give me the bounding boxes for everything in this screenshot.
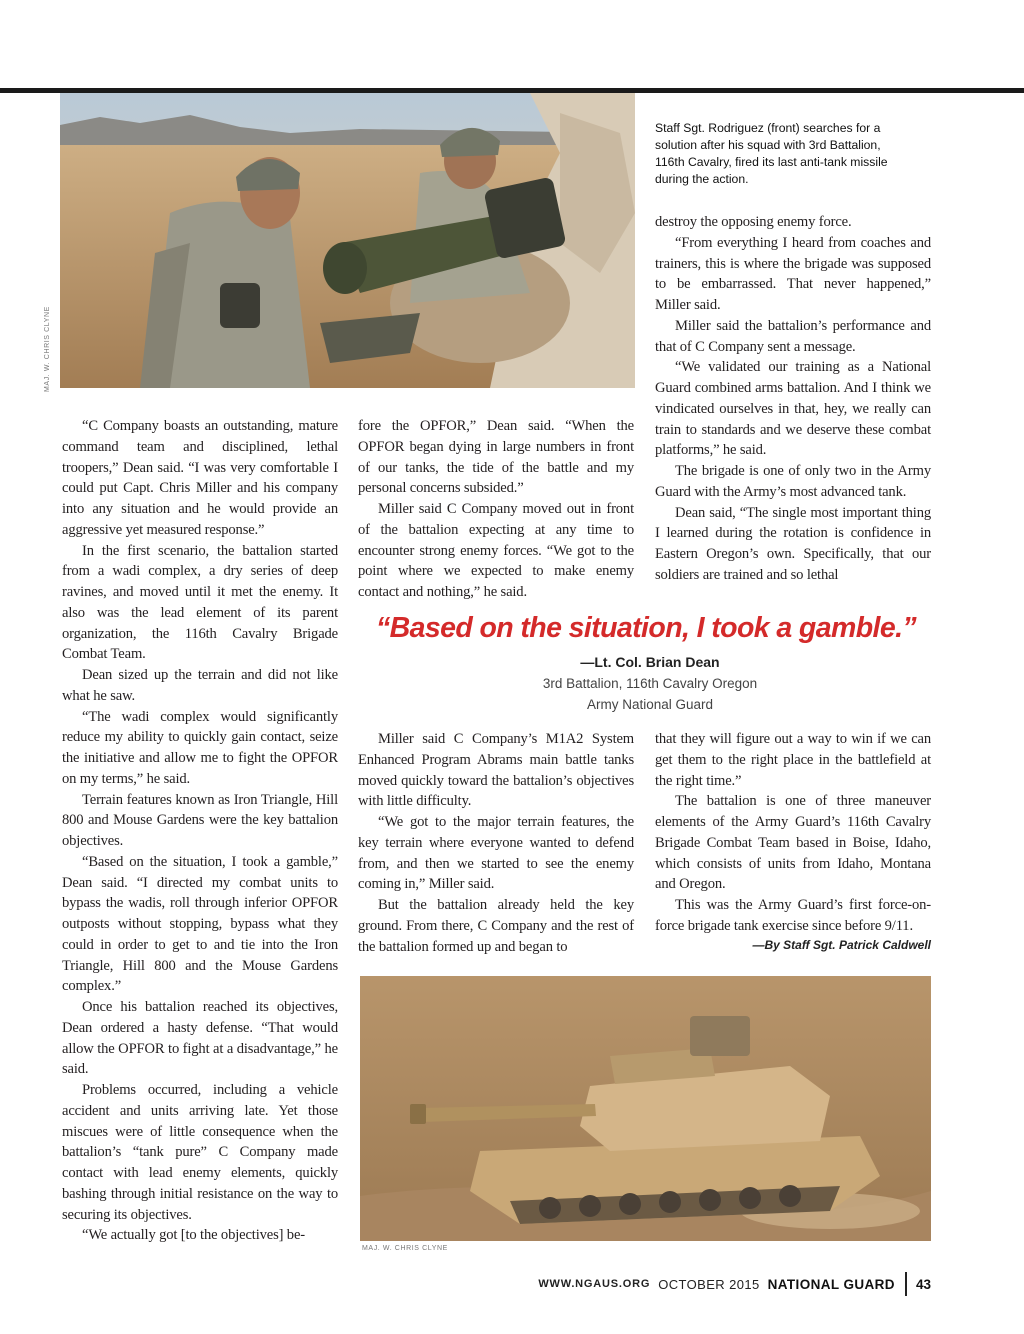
footer-divider bbox=[905, 1272, 907, 1296]
article-column-3-bottom bbox=[655, 729, 931, 937]
paragraph: Dean sized up the terrain and did not like what he saw. bbox=[62, 667, 338, 704]
article-column-1 bbox=[62, 416, 338, 1246]
article-column-3-top bbox=[655, 212, 931, 586]
bottom-photo-credit: MAJ. W. CHRIS CLYNE bbox=[362, 1245, 448, 1252]
paragraph: “We actually got [to the objectives] be- bbox=[82, 1227, 305, 1244]
footer-magazine-title: NATIONAL GUARD bbox=[767, 1276, 895, 1292]
photo-caption: Staff Sgt. Rodriguez (front) searches for a solution after his squad with 3rd Battalion, 116th Cavalry, fired its last anti-tank missile during the action. bbox=[655, 121, 888, 186]
pull-quote-title: Army National Guard bbox=[586, 697, 714, 712]
soldiers-photo bbox=[60, 93, 635, 388]
paragraph: “C Company boasts an outstanding, mature command team and disciplined, lethal troopers,” Dean said. “I was very comfortable I could put Capt. Chris Miller and his company into any situation and he would provide an aggressive yet measured response.” bbox=[62, 418, 338, 538]
paragraph: In the first scenario, the battalion started from a wadi complex, a dry series of deep ravines, and moved until it met the enemy. It also was the lead element of its parent organization, the 116th Cavalry Brigade Combat Team. bbox=[62, 542, 338, 663]
pull-quote-attribution: —Lt. Col. Brian Dean bbox=[580, 654, 720, 670]
paragraph: “The wadi complex would significantly reduce my ability to quickly gain contact, seize the initiative and allow me to fight the OPFOR on my terms,” he said. bbox=[62, 708, 338, 787]
pull-quote-title: 3rd Battalion, 116th Cavalry Oregon bbox=[542, 676, 758, 691]
paragraph: But the battalion already held the key ground. From there, C Company and the rest of the battalion formed up and began to bbox=[358, 897, 634, 955]
paragraph: Miller said C Company moved out in front of the battalion expecting at any time to encounter strong enemy forces. “We got to the point where we expected to make enemy contact and nothing,” he said. bbox=[358, 501, 634, 600]
top-photo-credit: MAJ. W. CHRIS CLYNE bbox=[44, 306, 51, 392]
paragraph: fore the OPFOR,” Dean said. “When the OPFOR began dying in large numbers in front of our tanks, the tide of the battle and my personal concerns subsided.” bbox=[358, 418, 634, 497]
paragraph: Once his battalion reached its objectives, Dean ordered a hasty defense. “That would allow the OPFOR to fight at a disadvantage,” he said. bbox=[62, 999, 338, 1078]
paragraph: Terrain features known as Iron Triangle, Hill 800 and Mouse Gardens were the key battalion objectives. bbox=[62, 791, 338, 849]
footer-url: WWW.NGAUS.ORG bbox=[538, 1278, 651, 1290]
page-footer bbox=[538, 1272, 931, 1296]
paragraph: Problems occurred, including a vehicle accident and units arriving late. Yet those miscues were of little consequence when the battalion’s “tank pure” C Company made contact with lead enemy elements, quickly bashing through initial resistance on the way to securing its objectives. bbox=[62, 1082, 338, 1223]
paragraph: Dean said, “The single most important thing I learned during the rotation is confidence in Eastern Oregon’s own. Specifically, that our soldiers are trained and so lethal bbox=[655, 504, 931, 583]
paragraph: Miller said the battalion’s performance and that of C Company sent a message. bbox=[655, 317, 931, 355]
byline: —By Staff Sgt. Patrick Caldwell bbox=[752, 938, 931, 952]
paragraph: “From everything I heard from coaches and trainers, this is where the brigade was supposed to be embarrassed. That never happened,” Miller said. bbox=[655, 234, 931, 313]
page-number: 43 bbox=[915, 1276, 931, 1292]
paragraph: The battalion is one of three maneuver elements of the Army Guard’s 116th Cavalry Brigade Combat Team based in Boise, Idaho, which consists of units from Idaho, Montana and Oregon. bbox=[655, 793, 931, 893]
paragraph: The brigade is one of only two in the Army Guard with the Army’s most advanced tank. bbox=[655, 463, 931, 500]
pull-quote: “Based on the situation, I took a gamble.” bbox=[375, 612, 917, 644]
article-column-2-bottom bbox=[358, 729, 634, 957]
paragraph: This was the Army Guard’s first force-on-force brigade tank exercise since before 9/11. bbox=[655, 897, 931, 934]
paragraph: Miller said C Company’s M1A2 System Enhanced Program Abrams main battle tanks moved quickly toward the battalion’s objectives with little difficulty. bbox=[358, 731, 634, 810]
paragraph: destroy the opposing enemy force. bbox=[655, 214, 852, 230]
paragraph: “Based on the situation, I took a gamble,” Dean said. “I directed my combat units to bypass the wadis, roll through inferior OPFOR outposts without stopping, bypass what they could in order to get to and tie into the Iron Triangle, Hill 800 and the Mouse Gardens complex.” bbox=[62, 853, 338, 995]
paragraph: “We got to the major terrain features, the key terrain where everyone wanted to defend from, and then we started to see the enemy coming in,” Miller said. bbox=[358, 814, 634, 893]
paragraph: that they will figure out a way to win if we can get them to the right place in the battlefield at the right time.” bbox=[655, 731, 931, 789]
footer-issue-date: OCTOBER 2015 bbox=[658, 1276, 760, 1292]
paragraph: “We validated our training as a National Guard combined arms battalion. And I think we vindicated ourselves in that, hey, we really can train to standards and we deserve these combat platforms,” he said. bbox=[655, 359, 931, 459]
article-column-2-top bbox=[358, 416, 634, 603]
tank-photo bbox=[360, 976, 931, 1241]
